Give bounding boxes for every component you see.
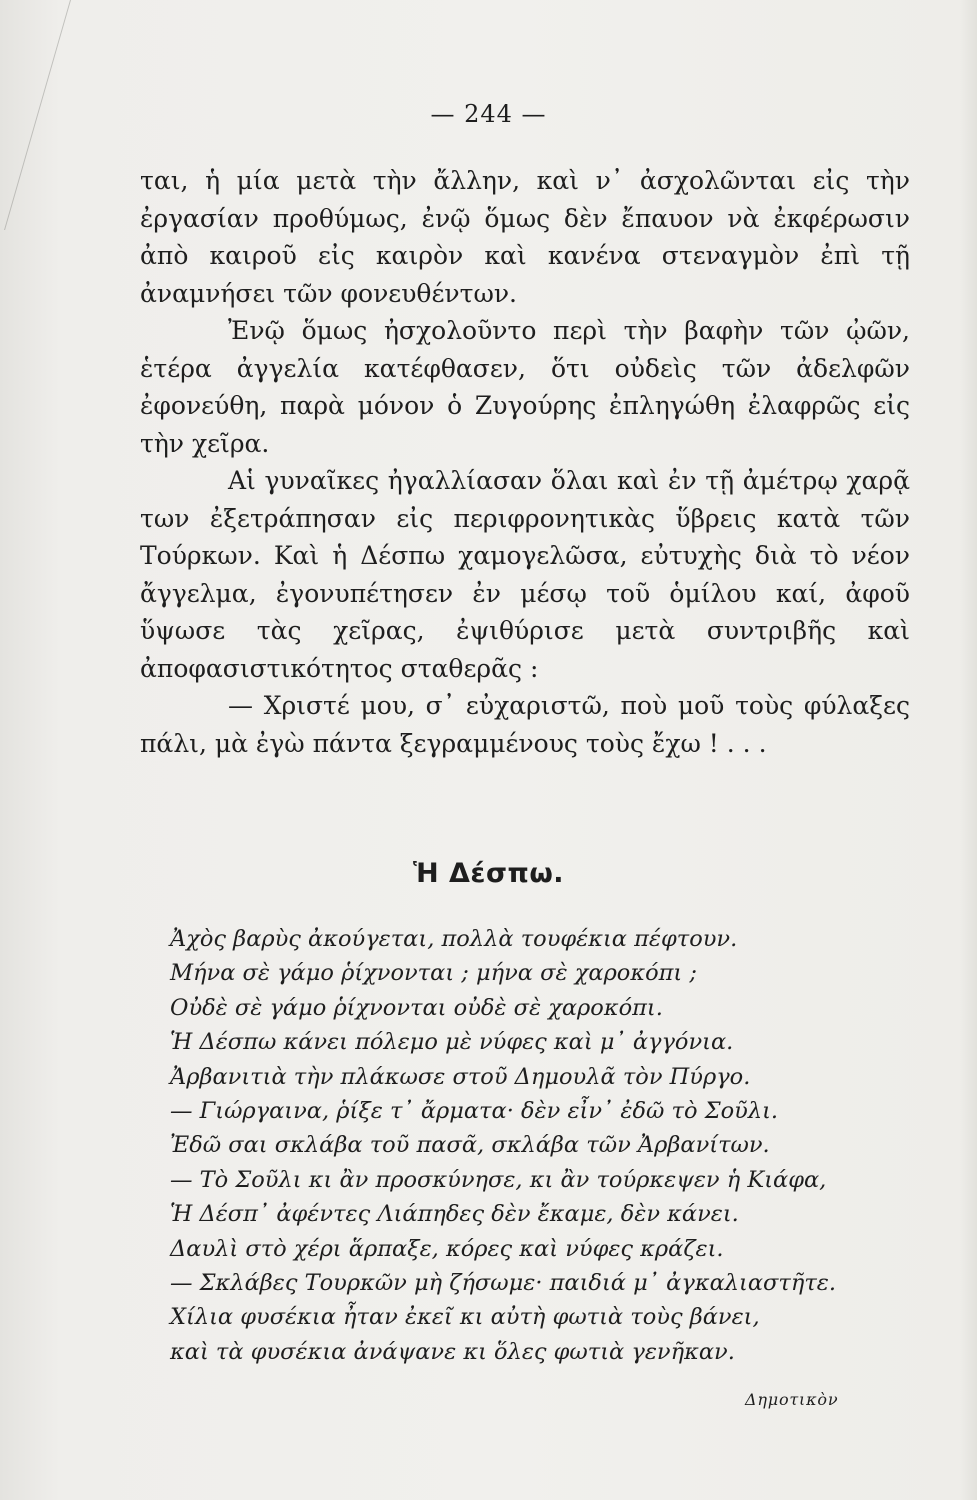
- poem-line: Ἀρβανιτιὰ τὴν πλάκωσε στοῦ Δημουλᾶ τὸν Πύργο.: [170, 1063, 751, 1090]
- poem-line: — Σκλάβες Τουρκῶν μὴ ζήσωμε· παιδιά μ᾽ ἀγκαλιαστῆτε.: [170, 1270, 837, 1297]
- poem-line: — Γιώργαινα, ῥίξε τ᾽ ἄρματα· δὲν εἶν᾽ ἐδῶ τὸ Σοῦλι.: [170, 1098, 779, 1125]
- poem-line: Μήνα σὲ γάμο ῥίχνονται ; μήνα σὲ χαροκόπι ;: [170, 960, 697, 987]
- poem-title: Ἡ Δέσπω.: [412, 858, 565, 889]
- prose-paragraph-3: Αἱ γυναῖκες ἠγαλλίασαν ὅλαι καὶ ἐν τῇ ἀμέτρῳ χαρᾷ των ἐξετράπησαν εἰς περιφρονητικὰς ὕβρεις κατὰ τῶν Τούρκων. Καὶ ἡ Δέσπω χαμογελῶσα, εὐτυχὴς διὰ τὸ νέον ἄγγελμα, ἐγονυπέτησεν ἐν μέσῳ τοῦ ὁμίλου καί, ἀφοῦ ὕψωσε τὰς χεῖρας, ἐψιθύρισε μετὰ συντριβῆς καὶ ἀποφασιστικότητος σταθερᾶς :: [140, 466, 910, 683]
- prose-paragraph-2: Ἐνῷ ὅμως ἠσχολοῦντο περὶ τὴν βαφὴν τῶν ᾠῶν, ἑτέρα ἀγγελία κατέφθασεν, ὅτι οὐδεὶς τῶν ἀδελφῶν ἐφονεύθη, παρὰ μόνον ὁ Ζυγούρης ἐπληγώθη ἐλαφρῶς εἰς τὴν χεῖρα.: [140, 316, 910, 458]
- prose-body: [140, 162, 910, 762]
- page-number: — 244 —: [430, 100, 547, 128]
- poem-body: [170, 922, 930, 1369]
- poem-line: Ἡ Δέσπω κάνει πόλεμο μὲ νύφες καὶ μ᾽ ἀγγόνια.: [170, 1029, 734, 1056]
- poem-line: Χίλια φυσέκια ἦταν ἐκεῖ κι αὐτὴ φωτιὰ τοὺς βάνει,: [170, 1304, 760, 1331]
- poem-line: Ἐδῶ σαι σκλάβα τοῦ πασᾶ, σκλάβα τῶν Ἀρβανίτων.: [170, 1132, 770, 1159]
- poem-line: Ἀχὸς βαρὺς ἀκούγεται, πολλὰ τουφέκια πέφτουν.: [170, 926, 738, 952]
- poem-line: — Τὸ Σοῦλι κι ἂν προσκύνησε, κι ἂν τούρκεψεν ἡ Κιάφα,: [170, 1166, 827, 1193]
- poem-line: καὶ τὰ φυσέκια ἀνάψανε κι ὅλες φωτιὰ γενῆκαν.: [170, 1338, 735, 1365]
- prose-paragraph-4: — Χριστέ μου, σ᾽ εὐχαριστῶ, ποὺ μοῦ τοὺς φύλαξες πάλι, μὰ ἐγὼ πάντα ξεγραμμένους τοὺς ἔχω ! . . .: [140, 691, 910, 758]
- prose-paragraph-1: ται, ἡ μία μετὰ τὴν ἄλλην, καὶ ν᾽ ἀσχολῶνται εἰς τὴν ἐργασίαν προθύμως, ἐνῷ ὅμως δὲν ἔπαυον νὰ ἐκφέρωσιν ἀπὸ καιροῦ εἰς καιρὸν καὶ κανένα στεναγμὸν ἐπὶ τῇ ἀναμνήσει τῶν φονευθέντων.: [140, 166, 910, 308]
- poem-line: Οὐδὲ σὲ γάμο ῥίχνονται οὐδὲ σὲ χαροκόπι.: [170, 994, 663, 1021]
- poem-line: Δαυλὶ στὸ χέρι ἅρπαξε, κόρες καὶ νύφες κράζει.: [170, 1235, 724, 1262]
- poem-source: Δημοτικὸν: [745, 1390, 839, 1409]
- poem-line: Ἡ Δέσπ᾽ ἀφέντες Λιάπηδες δὲν ἔκαμε, δὲν κάνει.: [170, 1201, 739, 1228]
